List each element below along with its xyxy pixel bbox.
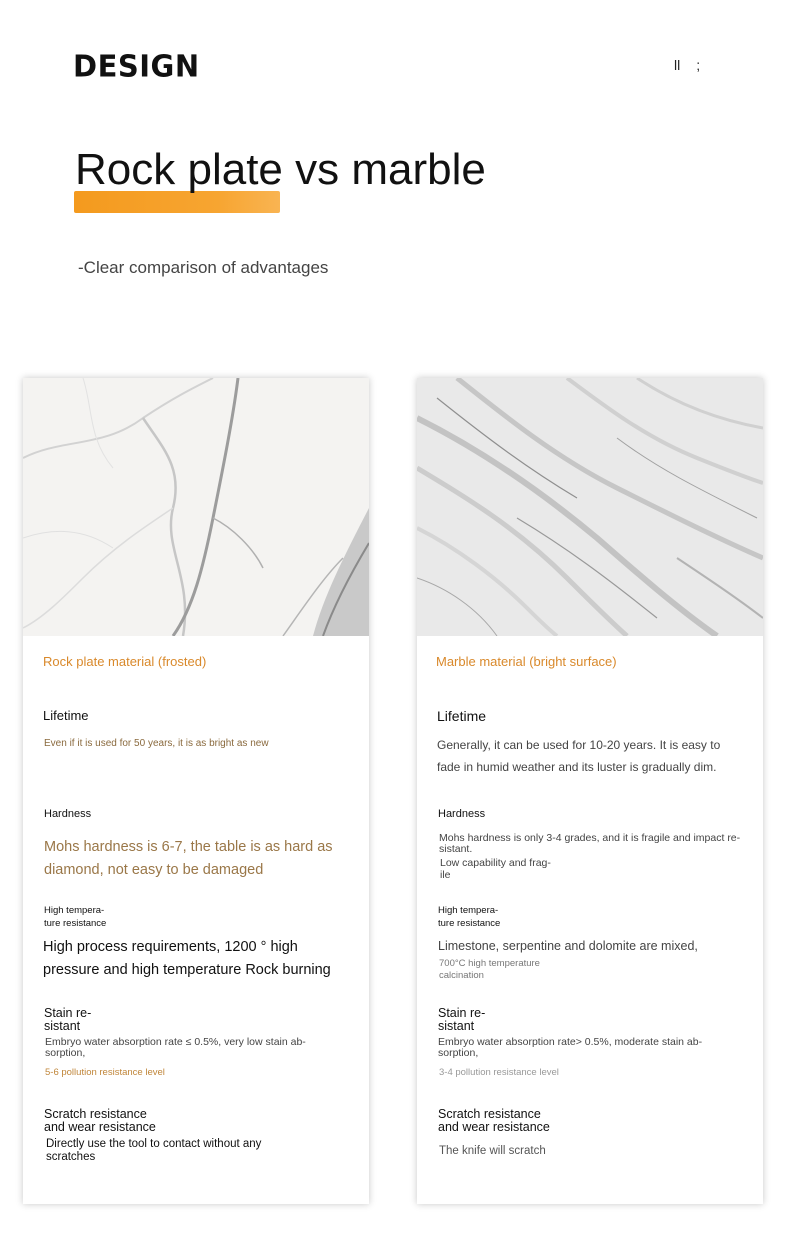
rock-heat-text: High process requirements, 1200 ° high pressure and high temperature Rock burning (43, 939, 331, 978)
rock-stain-label: Stain re- sistant (44, 1006, 92, 1033)
rock-stain-note: 5-6 pollution resistance level (45, 1067, 165, 1078)
menu-icon[interactable] (674, 57, 700, 73)
marble-texture-image (417, 378, 763, 636)
rock-scratch-label: Scratch resistance and wear resistance (44, 1107, 156, 1134)
marble-heat-text: Limestone, serpentine and dolomite are mixed, (438, 939, 698, 953)
marble-hardness-text: Mohs hardness is only 3-4 grades, and it is fragile and impact re- sistant. (439, 832, 741, 855)
marble-stain-text: Embryo water absorption rate> 0.5%, moderate stain ab- sorption, (438, 1036, 703, 1059)
rock-plate-card (23, 378, 369, 1204)
marble-heat-note: 700°C high temperature calcination (439, 958, 540, 981)
marble-hardness-note: Low capability and frag- ile (440, 857, 551, 881)
marble-stain-label: Stain re- sistant (438, 1006, 486, 1033)
marble-card (417, 378, 763, 1204)
rock-hardness-text: Mohs hardness is 6-7, the table is as hard as diamond, not easy to be damaged (44, 839, 333, 878)
brand-logo: DESIGN (73, 48, 200, 84)
rock-stain-text: Embryo water absorption rate ≤ 0.5%, very low stain ab- sorption, (45, 1036, 306, 1059)
marble-heat-label: High tempera- ture resistance (438, 905, 501, 929)
marble-lifetime-label: Lifetime (437, 708, 487, 724)
rock-scratch-text: Directly use the tool to contact without any scratches (46, 1138, 262, 1163)
marble-stain-note: 3-4 pollution resistance level (439, 1067, 559, 1078)
page-title: Rock plate vs marble (75, 145, 486, 194)
rock-plate-texture-image (23, 378, 369, 636)
menu-dot: ; (696, 57, 701, 73)
rock-lifetime-label: Lifetime (43, 708, 89, 723)
page-subtitle: -Clear comparison of advantages (78, 258, 329, 277)
menu-mark-text: ll (674, 57, 681, 73)
rock-lifetime-text: Even if it is used for 50 years, it is as bright as new (44, 738, 269, 749)
rock-heat-label: High tempera- ture resistance (44, 905, 107, 929)
marble-scratch-text: The knife will scratch (439, 1145, 546, 1157)
marble-lifetime-text: Generally, it can be used for 10-20 years. It is easy to fade in humid weather and its luster is gradually dim. (437, 738, 721, 774)
rock-hardness-label: Hardness (44, 808, 92, 820)
marble-scratch-label: Scratch resistance and wear resistance (438, 1107, 550, 1134)
marble-hardness-label: Hardness (438, 808, 486, 820)
rock-material-label: Rock plate material (frosted) (43, 654, 207, 669)
marble-material-label: Marble material (bright surface) (436, 654, 617, 669)
